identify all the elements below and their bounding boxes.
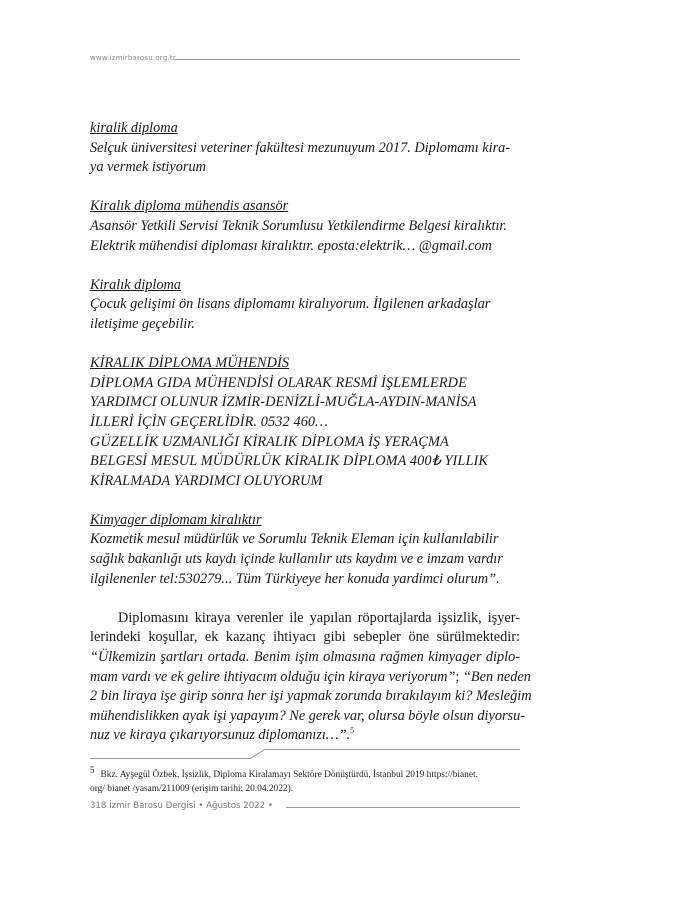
footnote-rule [90, 748, 520, 760]
listing-line: KİRALMADA YARDIMCI OLUYORUM [90, 472, 323, 489]
page-footer [90, 800, 520, 814]
footnote-text-2: org/ bianet /yasam/211009 (erişim tarihi: 20.04.2022). [90, 784, 294, 794]
paragraph-line [90, 707, 526, 727]
listing-line: Selçuk üniversitesi veteriner fakültesi mezunuyum 2017. Diplomamı kira- [90, 139, 511, 156]
footer-text: 318 İzmir Barosu Dergisi • Ağustos 2022 • [90, 801, 273, 811]
paragraph-line: Diplomasını kiraya verenler ile yapılan röportajlarda işsizlik, işyer- [118, 609, 520, 626]
listing-line: Kozmetik mesul müdürlük ve Sorumlu Teknik Eleman için kullanılabilir [90, 531, 499, 548]
footer-rule [286, 807, 520, 808]
listing-entry-3 [90, 276, 520, 335]
footnote [90, 764, 520, 796]
quote-text: “Ülkemizin şartları ortada. Benim işim olmasına rağmen kimyager diplo- [90, 649, 520, 666]
quote-text: mam vardı ve ek gelire ihtiyacım olduğu için kiraya veriyorum” [90, 668, 456, 685]
page-header [90, 54, 520, 66]
listing-line: ya vermek istiyorum [90, 159, 206, 176]
listing-line: BELGESİ MESUL MÜDÜRLÜK KİRALIK DİPLOMA 400₺ YILLIK [90, 453, 489, 470]
quote-text: nuz ve kiraya çıkarıyorsunuz diplomanızı…”. [90, 727, 351, 744]
listing-title: Kiralık diploma mühendis asansör [90, 198, 289, 215]
listing-line: YARDIMCI OLUNUR İZMİR-DENİZLİ-MUĞLA-AYDIN-MANİSA [90, 394, 477, 411]
paragraph-line: lerindeki koşullar, ek kazanç ihtiyacı gibi sebepler öne sürülmektedir: [90, 629, 520, 646]
listing-line: iletişime geçebilir. [90, 315, 195, 332]
header-url: www.izmirbarosu.org.tr [90, 54, 176, 62]
footnote-ref[interactable]: 5 [350, 726, 355, 736]
footnote-number: 5 [90, 764, 95, 775]
footnote-text-1: Bkz. Ayşegül Özbek, İşsizlik, Diploma Kiralamayı Sektöre Dönüştürdü, İstanbul 2019 https://bianet. [100, 770, 478, 780]
header-rule [174, 59, 520, 60]
listing-line: GÜZELLİK UZMANLIĞI KİRALIK DİPLOMA İŞ YERAÇMA [90, 433, 449, 450]
listing-entry-5 [90, 511, 520, 589]
quote-text: “Ben neden [462, 668, 531, 685]
listing-line: Asansör Yetkili Servisi Teknik Sorumlusu Yetkilendirme Belgesi kiralıktır. [90, 217, 507, 234]
listing-title: KİRALIK DİPLOMA MÜHENDİS [90, 355, 290, 372]
quote-text: 2 bin liraya işe girip sonra her işi yapmak zorunda bırakılayım ki? Mesleğim [90, 688, 532, 705]
paragraph-line [90, 668, 531, 688]
listing-line: sağlık bakanlığı uts kaydı içinde kullanılır uts kaydım ve e imzam vardır [90, 551, 503, 568]
body-paragraph [90, 609, 532, 746]
paragraph-line [90, 726, 520, 746]
main-text [90, 119, 532, 746]
listing-title: kiralik diploma [90, 120, 178, 136]
paragraph-line [90, 648, 520, 668]
listing-title: Kiralık diploma [90, 276, 181, 293]
listing-line: Elektrik mühendisi diploması kiralıktır. eposta:elektrik… @gmail.com [90, 237, 492, 254]
separator: ; [455, 668, 463, 685]
listing-title: Kimyager diplomam kiralıktır [90, 511, 262, 528]
listing-line: ilgilenenler tel:530279... Tüm Türkiyeye her konuda yardimci olurum”. [90, 570, 500, 587]
listing-line: İLLERİ İÇİN GEÇERLİDİR. 0532 460… [90, 413, 328, 430]
paragraph-line [90, 687, 532, 707]
quote-text: mühendislikken ayak işi yapayım? Ne gerek var, olursa böyle olsun diyorsu- [90, 707, 526, 724]
listing-entry-4 [90, 354, 520, 491]
listing-entry-1 [90, 119, 520, 178]
listing-entry-2 [90, 197, 520, 256]
listing-line: Çocuk gelişimi ön lisans diplomamı kiralıyorum. İlgilenen arkadaşlar [90, 296, 491, 313]
listing-line: DİPLOMA GIDA MÜHENDİSİ OLARAK RESMİ İŞLEMLERDE [90, 374, 467, 391]
